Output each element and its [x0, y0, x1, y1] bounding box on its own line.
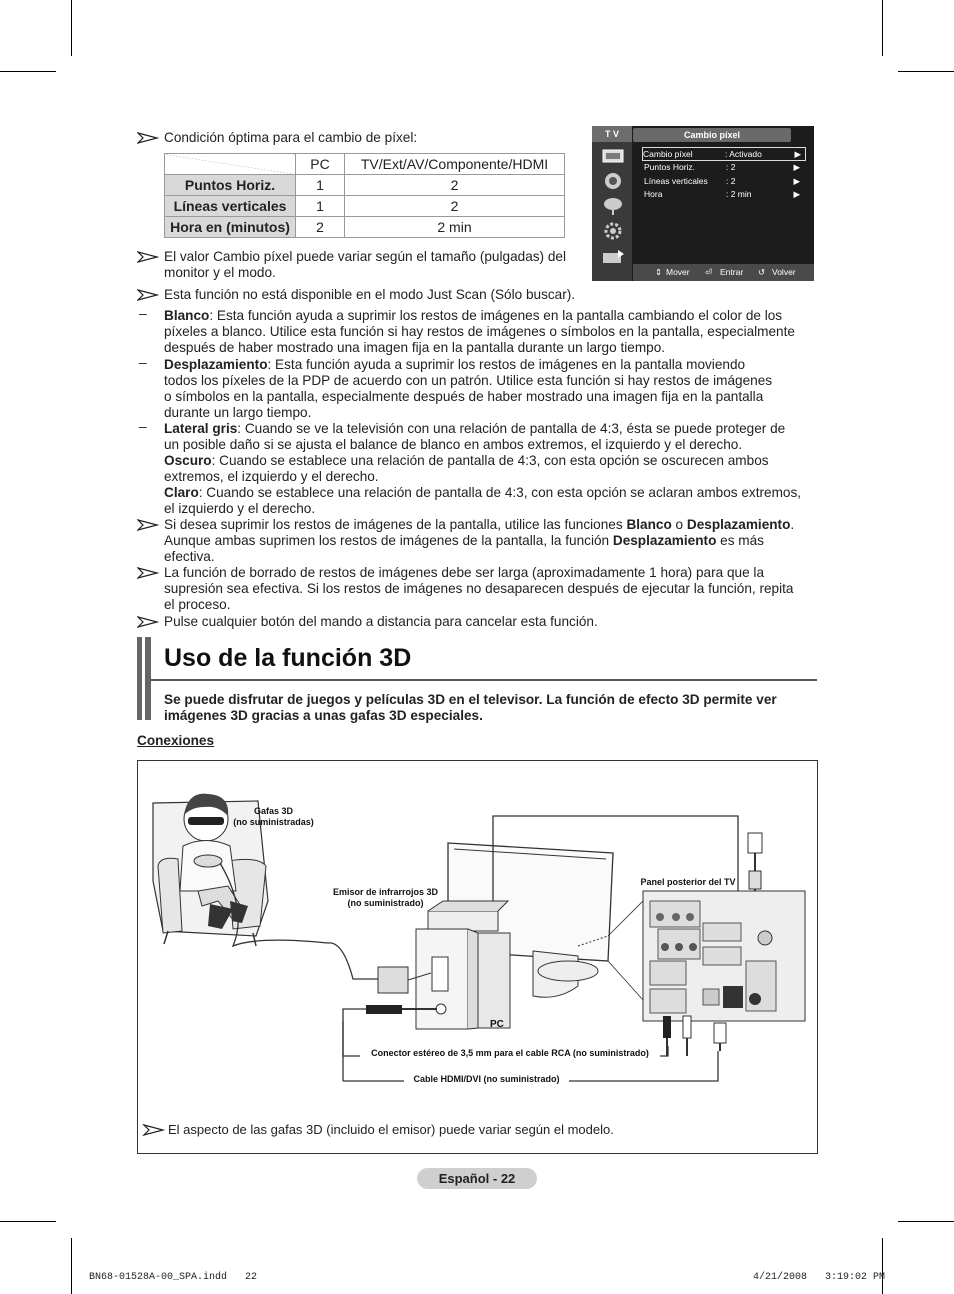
- osd-item-value: : 2 min: [726, 189, 752, 199]
- crop-mark: [0, 1221, 56, 1222]
- note-optimal: Condición óptima para el cambio de píxel:: [164, 130, 418, 145]
- note-arrow-icon: [137, 518, 159, 532]
- text: La función de borrado de restos de imágenes debe ser larga (aproximadamente 1 hora) para que la: [164, 565, 765, 580]
- term-desplazamiento: Desplazamiento: [164, 357, 268, 372]
- osd-item-label: Líneas verticales: [644, 176, 708, 186]
- cell-pc: 1: [296, 175, 345, 196]
- row-label: Puntos Horiz.: [165, 175, 296, 196]
- text: todos los píxeles de la PDP de acuerdo con un patrón. Utilice esta función si hay restos de imágenes: [164, 373, 773, 388]
- crop-mark: [882, 1238, 883, 1294]
- osd-item[interactable]: [644, 188, 804, 200]
- item-lateral-gris: [164, 421, 834, 517]
- triangle-right-icon: ▶: [793, 189, 800, 199]
- osd-item[interactable]: [644, 175, 804, 187]
- text: Desplazamiento: [612, 533, 717, 548]
- text: efectiva.: [164, 549, 215, 564]
- text: píxeles a blanco. Utilice esta función si hay restos de imágenes o símbolos en la pantalla, especialmente: [164, 324, 795, 339]
- crop-mark: [898, 1221, 954, 1222]
- row-label: Hora en (minutos): [165, 217, 296, 238]
- diagram-note: El aspecto de las gafas 3D (incluido el emisor) puede variar según el modelo.: [168, 1122, 614, 1137]
- note-arrow-icon: [137, 131, 159, 145]
- osd-menu: [592, 126, 814, 281]
- note-not-available: Esta función no está disponible en el modo Just Scan (Sólo buscar).: [164, 287, 576, 302]
- move-icon: ⇕: [655, 267, 663, 277]
- osd-item-value: : 2: [726, 176, 736, 186]
- term-lateral-gris: Lateral gris: [164, 421, 238, 436]
- osd-item-value: : 2: [726, 162, 736, 172]
- item-desplazamiento: [164, 357, 824, 421]
- crop-mark: [898, 71, 954, 72]
- table-row: [165, 175, 565, 196]
- channel-icon: [600, 196, 626, 216]
- crop-mark: [0, 71, 56, 72]
- text: Aunque ambas suprimen los restos de imágenes de la pantalla, la función: [164, 533, 613, 548]
- text: .: [790, 517, 795, 532]
- text: : Esta función ayuda a suprimir los restos de imágenes en la pantalla moviendo: [267, 357, 746, 372]
- triangle-right-icon: ▶: [793, 162, 800, 172]
- osd-item-value: : Activado: [725, 149, 762, 159]
- text: : Cuando se establece una relación de pantalla de 4:3, con esta opción se oscurecen ambos: [211, 453, 769, 468]
- text: Blanco: [626, 517, 672, 532]
- text: Desplazamiento: [686, 517, 791, 532]
- text: extremos, el izquierdo y el derecho.: [164, 469, 379, 484]
- tip-suprimir: [164, 517, 824, 565]
- row-label: Líneas verticales: [165, 196, 296, 217]
- connection-diagram: [137, 760, 818, 1154]
- text: supresión sea efectiva. Si los restos de imágenes no desaparecen después de ejecutar la función, repita: [164, 581, 794, 596]
- crop-mark: [882, 0, 883, 56]
- tip-duracion: [164, 565, 824, 613]
- label-rear-panel: Panel posterior del TV: [640, 877, 736, 887]
- text: : Cuando se establece una relación de pantalla de 4:3, con esta opción se aclaran ambos extremos,: [198, 485, 802, 500]
- input-icon: [600, 247, 626, 267]
- osd-title: Cambio píxel: [633, 128, 791, 142]
- table-header: PC: [296, 154, 345, 175]
- osd-item[interactable]: [642, 147, 806, 161]
- note-arrow-icon: [137, 288, 159, 302]
- page-number: Español - 22: [417, 1168, 537, 1189]
- file-slug: BN68-01528A-00_SPA.indd 22: [89, 1272, 258, 1283]
- section-intro: [164, 692, 824, 724]
- label-emitter: [323, 887, 448, 909]
- crop-mark: [71, 0, 72, 56]
- text: Se puede disfrutar de juegos y películas 3D en el televisor. La función de efecto 3D permite ver: [164, 692, 777, 707]
- date-slug: 4/21/2008 3:19:02 PM: [753, 1272, 886, 1283]
- section-title: Uso de la función 3D: [164, 644, 412, 672]
- term-oscuro: Oscuro: [164, 453, 212, 468]
- osd-footer: [633, 264, 814, 281]
- picture-icon: [600, 146, 626, 166]
- text: o: [671, 517, 687, 532]
- heading-bar: [137, 637, 142, 720]
- osd-footer-move: Mover: [666, 267, 690, 277]
- osd-footer-back: Volver: [772, 267, 796, 277]
- enter-icon: ⏎: [705, 267, 713, 277]
- osd-item-label: Hora: [644, 189, 663, 199]
- label-hdmi: Cable HDMI/DVI (no suministrado): [404, 1074, 569, 1085]
- text: Gafas 3D: [253, 806, 294, 816]
- list-dash: –: [139, 418, 147, 434]
- note-arrow-icon: [137, 615, 159, 629]
- cell-pc: 2: [296, 217, 345, 238]
- heading-rule: [151, 679, 817, 681]
- text: imágenes 3D gracias a unas gafas 3D especiales.: [164, 708, 483, 723]
- text: el izquierdo y el derecho.: [164, 501, 316, 516]
- label-stereo: Conector estéreo de 3,5 mm para el cable RCA (no suministrado): [360, 1048, 660, 1059]
- osd-item[interactable]: [644, 161, 804, 173]
- osd-footer-enter: Entrar: [720, 267, 744, 277]
- triangle-right-icon: ▶: [794, 149, 801, 159]
- label-glasses: [226, 806, 321, 828]
- label-pc: PC: [490, 1019, 504, 1030]
- text: Emisor de infrarrojos 3D: [332, 887, 439, 897]
- osd-tab: T V: [592, 126, 632, 142]
- subheading-conexiones: Conexiones: [137, 733, 215, 748]
- text: un posible daño si se ajusta el balance de blanco en ambos extremos, el izquierdo y el derecho.: [164, 437, 743, 452]
- list-dash: –: [139, 305, 147, 321]
- pixel-table: [164, 153, 565, 238]
- text: Si desea suprimir los restos de imágenes de la pantalla, utilice las funciones: [164, 517, 627, 532]
- sound-icon: [600, 171, 626, 191]
- text: : Cuando se ve la televisión con una relación de pantalla de 4:3, ésta se puede proteger de: [237, 421, 786, 436]
- text: (no suministradas): [233, 817, 314, 827]
- osd-item-label: Cambio píxel: [643, 149, 693, 159]
- osd-item-label: Puntos Horiz.: [644, 162, 696, 172]
- text: el proceso.: [164, 597, 231, 612]
- crop-mark: [71, 1238, 72, 1294]
- text: o símbolos en la pantalla, especialmente después de haber mostrado una imagen fija en la pantalla: [164, 389, 764, 404]
- return-icon: ↺: [758, 267, 766, 277]
- note-arrow-icon: [137, 566, 159, 580]
- table-corner: [165, 154, 296, 175]
- table-row: [165, 217, 565, 238]
- cell-pc: 1: [296, 196, 345, 217]
- text: : Esta función ayuda a suprimir los restos de imágenes en la pantalla cambiando el color de los: [209, 308, 783, 323]
- cell-tv: 2: [345, 196, 565, 217]
- text: después de haber mostrado una imagen fija en la pantalla durante un largo tiempo.: [164, 340, 666, 355]
- table-row: [165, 196, 565, 217]
- note-arrow-icon: [137, 250, 159, 264]
- term-claro: Claro: [164, 485, 199, 500]
- tip-cancelar: Pulse cualquier botón del mando a distancia para cancelar esta función.: [164, 614, 598, 629]
- cell-tv: 2: [345, 175, 565, 196]
- text: es más: [716, 533, 764, 548]
- setup-icon: [600, 221, 626, 241]
- triangle-right-icon: ▶: [793, 176, 800, 186]
- text: (no suministrado): [347, 898, 424, 908]
- list-dash: –: [139, 354, 147, 370]
- text: durante un largo tiempo.: [164, 405, 312, 420]
- item-blanco: [164, 308, 824, 356]
- term-blanco: Blanco: [164, 308, 210, 323]
- cell-tv: 2 min: [345, 217, 565, 238]
- note-value-varies: El valor Cambio píxel puede variar según el tamaño (pulgadas) del monitor y el modo.: [164, 249, 566, 280]
- table-header: TV/Ext/AV/Componente/HDMI: [345, 154, 565, 175]
